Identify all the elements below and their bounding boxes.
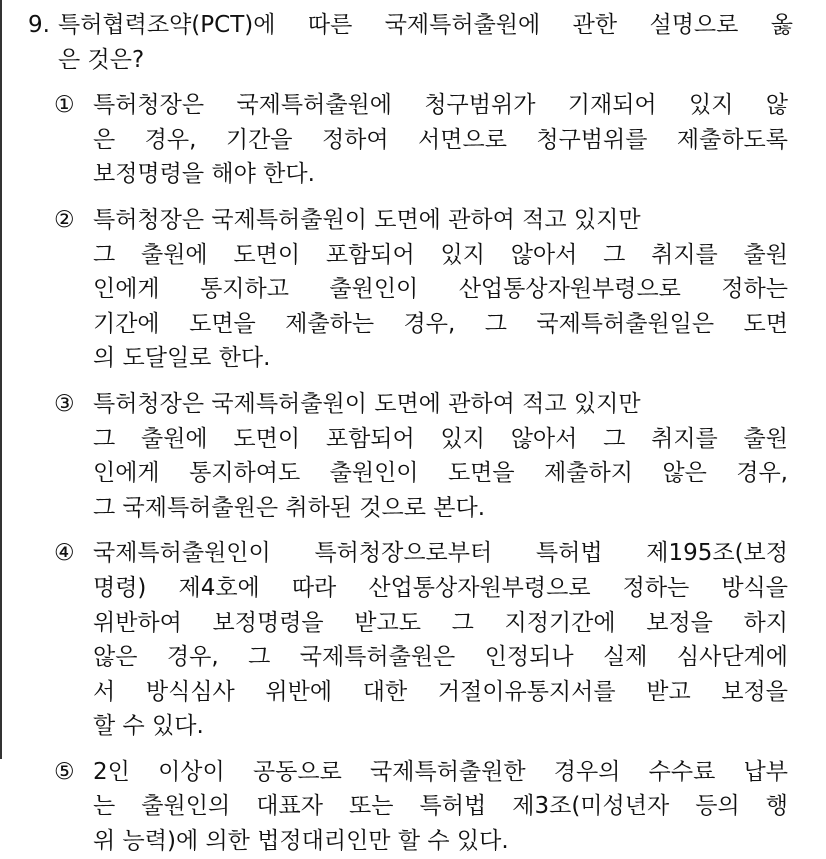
option-number: ② xyxy=(54,206,75,233)
option-line: 그 국제특허출원은 취하된 것으로 본다. xyxy=(93,494,486,521)
option-line: 않은 경우, 그 국제특허출원은 인정되나 실제 심사단계에 xyxy=(93,644,788,671)
option-line: 은 경우, 기간을 정하여 서면으로 청구범위를 제출하도록 xyxy=(93,126,788,153)
option-line: 인에게 통지하여도 출원인이 도면을 제출하지 않은 경우, xyxy=(93,460,788,487)
option-line: 특허청장은 국제특허출원이 도면에 관하여 적고 있지만 xyxy=(93,390,641,417)
option-line: 특허청장은 국제특허출원에 청구범위가 기재되어 있지 않 xyxy=(93,92,788,119)
answer-option[interactable] xyxy=(28,88,798,192)
option-number: ⑤ xyxy=(54,758,75,785)
answer-option[interactable] xyxy=(28,203,798,376)
question-block xyxy=(28,8,798,859)
option-line: 서 방식심사 위반에 대한 거절이유통지서를 받고 보정을 xyxy=(93,678,788,705)
option-line: 명령) 제4호에 따라 산업통상자원부령으로 정하는 방식을 xyxy=(93,574,788,601)
option-line: 할 수 있다. xyxy=(93,713,204,740)
option-line: 위반하여 보정명령을 받고도 그 지정기간에 보정을 하지 xyxy=(93,609,788,636)
option-line: 위 능력)에 의한 법정대리인만 할 수 있다. xyxy=(93,828,509,855)
answer-option[interactable] xyxy=(28,387,798,525)
option-line: 보정명령을 해야 한다. xyxy=(93,161,315,188)
option-line: 의 도달일로 한다. xyxy=(93,345,271,372)
option-line: 특허청장은 국제특허출원이 도면에 관하여 적고 있지만 xyxy=(93,206,641,233)
question-number: 9. xyxy=(28,12,50,38)
option-number: ① xyxy=(54,92,75,119)
option-line: 기간에 도면을 제출하는 경우, 그 국제특허출원일은 도면 xyxy=(93,310,788,337)
answer-option[interactable] xyxy=(28,755,798,859)
option-line: 국제특허출원인이 특허청장으로부터 특허법 제195조(보정 xyxy=(93,540,788,567)
option-line: 그 출원에 도면이 포함되어 있지 않아서 그 취지를 출원 xyxy=(93,241,788,268)
option-number: ③ xyxy=(54,390,75,417)
option-line: 그 출원에 도면이 포함되어 있지 않아서 그 취지를 출원 xyxy=(93,425,788,452)
answer-option[interactable] xyxy=(28,536,798,744)
option-line: 2인 이상이 공동으로 국제특허출원한 경우의 수수료 납부 xyxy=(93,758,788,785)
question-line xyxy=(28,8,793,43)
option-line: 는 출원인의 대표자 또는 특허법 제3조(미성년자 등의 행 xyxy=(93,793,788,820)
question-line: 은 것은? xyxy=(58,46,145,73)
options-list xyxy=(28,88,798,858)
option-number: ④ xyxy=(54,540,75,567)
option-line: 인에게 통지하고 출원인이 산업통상자원부령으로 정하는 xyxy=(93,276,788,303)
question-text: 특허협력조약(PCT)에 따른 국제특허출원에 관한 설명으로 옳 xyxy=(58,12,793,38)
page-border xyxy=(0,0,2,759)
